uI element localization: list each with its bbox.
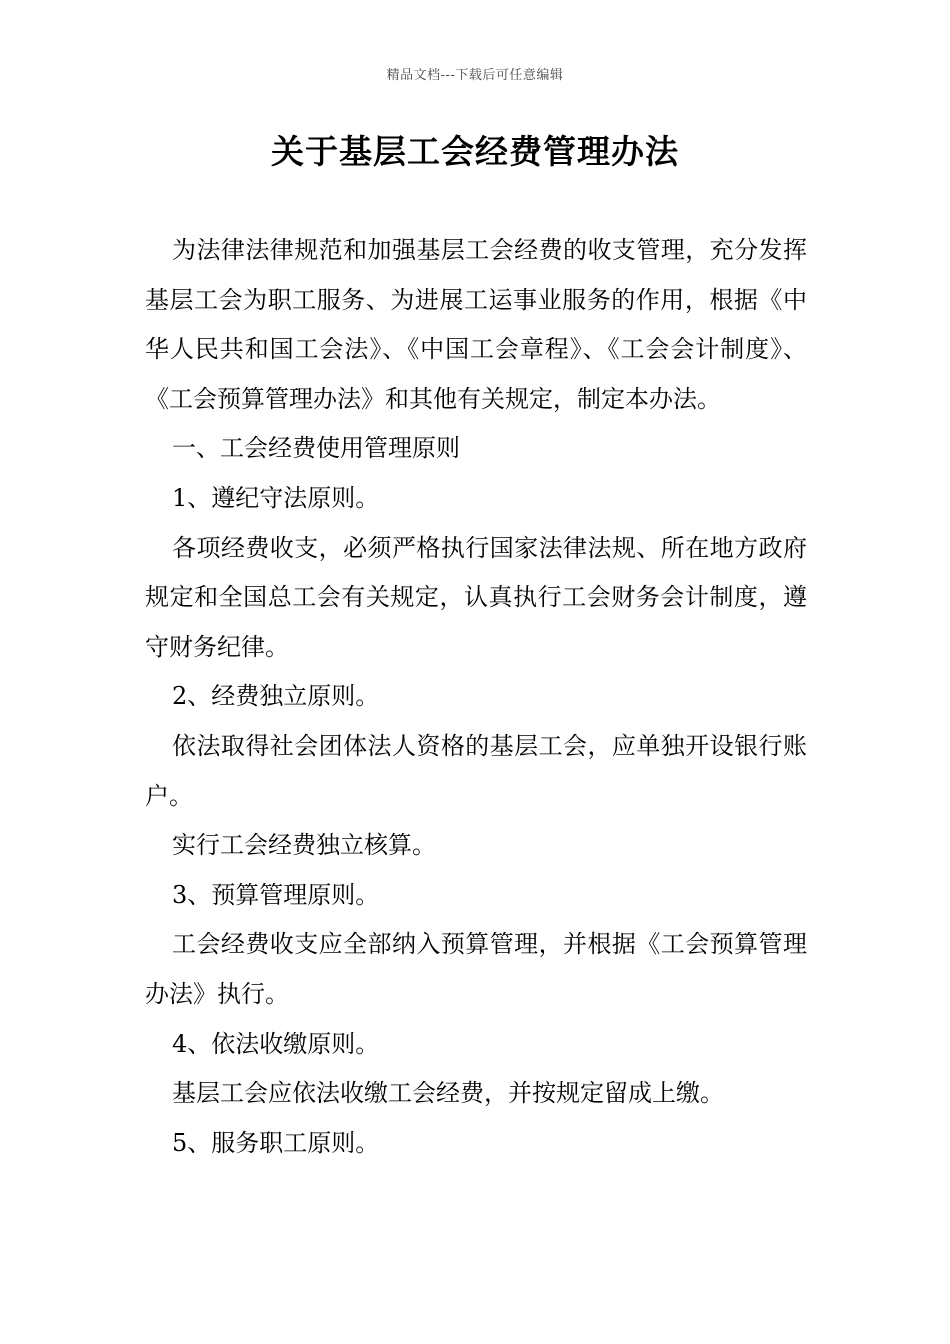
principle-heading-2: 2、经费独立原则。 — [172, 682, 380, 711]
paragraph-principle-3: 工会经费收支应全部纳入预算管理，并根据《工会预算管理办法》执行。 — [145, 930, 807, 1008]
principle-heading-1: 1、遵纪守法原则。 — [172, 483, 380, 512]
document-body — [145, 226, 807, 1168]
paragraph-principle-2b: 实行工会经费独立核算。 — [172, 831, 436, 860]
paragraph-principle-2a: 依法取得社会团体法人资格的基层工会，应单独开设银行账户。 — [145, 731, 807, 810]
section-heading-principles: 一、工会经费使用管理原则 — [172, 434, 460, 463]
header-note: 精品文档---下载后可任意编辑 — [386, 68, 564, 83]
principle-heading-4: 4、依法收缴原则。 — [172, 1029, 380, 1058]
paragraph-principle-4: 基层工会应依法收缴工会经费，并按规定留成上缴。 — [172, 1079, 724, 1108]
principle-heading-5: 5、服务职工原则。 — [172, 1128, 380, 1157]
paragraph-principle-1: 各项经费收支，必须严格执行国家法律法规、所在地方政府规定和全国总工会有关规定，认真执行工会财务会计制度，遵守财务纪律。 — [145, 533, 807, 661]
paragraph-preamble: 为法律法律规范和加强基层工会经费的收支管理，充分发挥基层工会为职工服务、为进展工运事业服务的作用，根据《中华人民共和国工会法》、《中国工会章程》、《工会会计制度》、《工会预算管理办法》和其他有关规定，制定本办法。 — [145, 236, 807, 413]
document-title: 关于基层工会经费管理办法 — [271, 132, 679, 171]
principle-heading-3: 3、预算管理原则。 — [172, 880, 380, 909]
